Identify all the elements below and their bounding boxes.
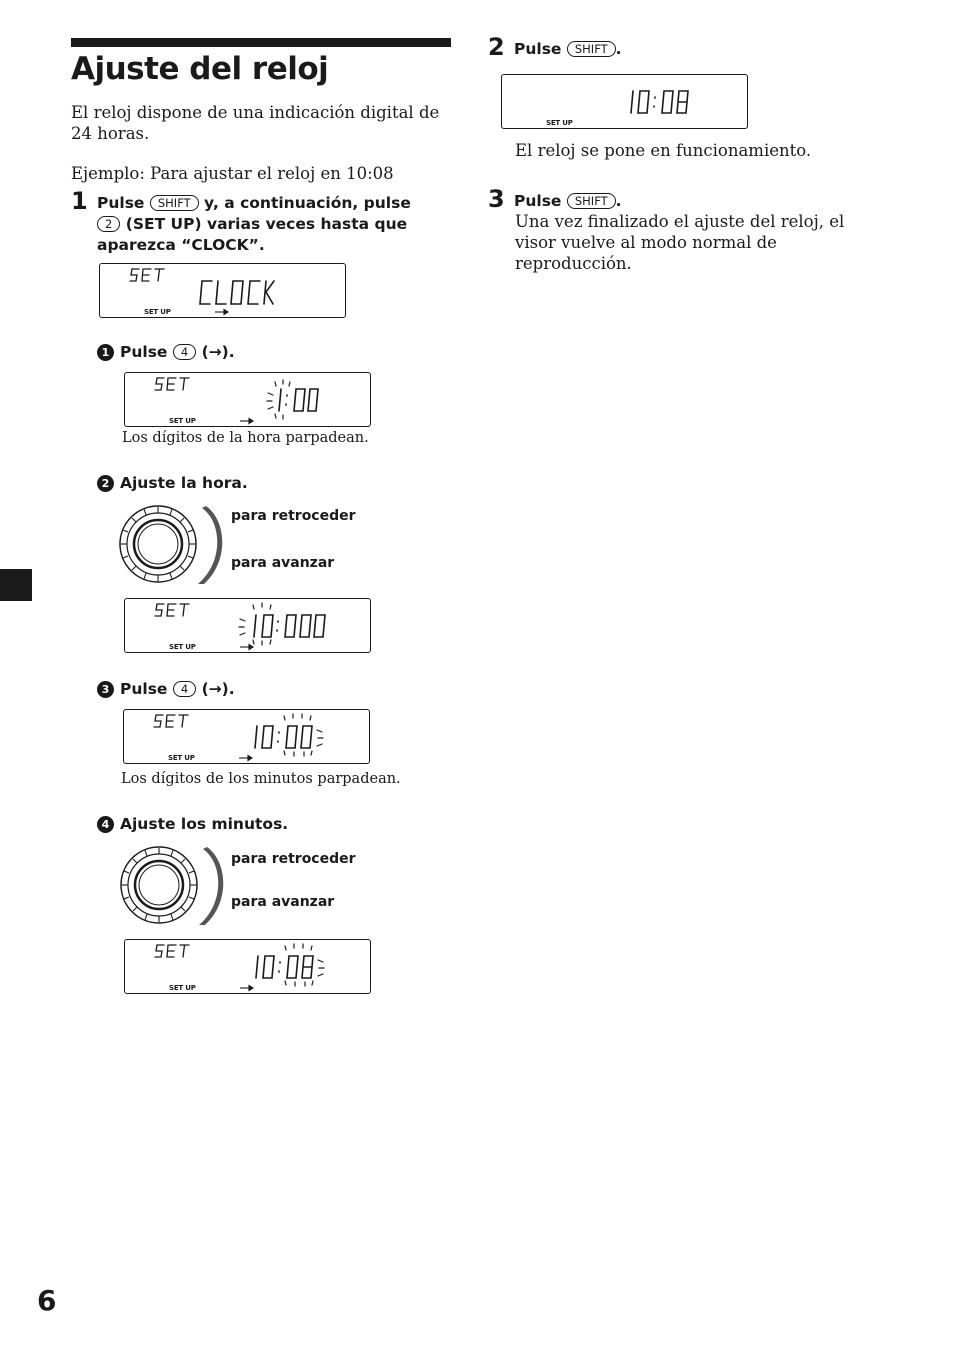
shift-key: SHIFT bbox=[567, 193, 616, 209]
lcd-setup-label: SET UP bbox=[169, 417, 196, 425]
substep-1-badge: 1 bbox=[97, 344, 114, 361]
substep-2 bbox=[97, 473, 248, 494]
shift-key: SHIFT bbox=[567, 41, 616, 57]
page-title: Ajuste del reloj bbox=[71, 51, 329, 87]
lcd-display-hour-blink bbox=[124, 372, 371, 427]
lcd-display-hour-adjust bbox=[124, 598, 371, 653]
substep-2-label: Ajuste la hora. bbox=[120, 474, 248, 492]
step-1-instructions bbox=[97, 193, 447, 256]
substep-2-badge: 2 bbox=[97, 475, 114, 492]
step-2-period: . bbox=[615, 40, 622, 58]
substep-4-label: Ajuste los minutos. bbox=[120, 815, 289, 833]
key-2: 2 bbox=[97, 216, 120, 232]
substep-1 bbox=[97, 342, 235, 363]
key-4: 4 bbox=[173, 344, 196, 360]
knob-back-label: para retroceder bbox=[231, 508, 356, 524]
step-2-instructions bbox=[514, 39, 622, 60]
step-1-continue: y, a continuación, pulse bbox=[204, 194, 411, 212]
key-4: 4 bbox=[173, 681, 196, 697]
step-2-pulse: Pulse bbox=[514, 40, 562, 58]
step-3-text: Una vez finalizado el ajuste del reloj, el visor vuelve al modo normal de reproducción. bbox=[515, 212, 845, 273]
step-3-number: 3 bbox=[488, 185, 505, 213]
lcd-setup-label: SET UP bbox=[169, 984, 196, 992]
lcd-main-text bbox=[254, 615, 325, 637]
substep-4-badge: 4 bbox=[97, 816, 114, 833]
step-1-setup-text: (SET UP) varias veces hasta que aparezca “CLOCK”. bbox=[97, 215, 408, 254]
lcd-segments bbox=[100, 264, 347, 319]
substep-3 bbox=[97, 679, 235, 700]
rotary-knob-icon bbox=[119, 843, 229, 929]
substep-1-caption: Los dígitos de la hora parpadean. bbox=[122, 430, 369, 446]
substep-3-caption: Los dígitos de los minutos parpadean. bbox=[121, 771, 401, 787]
substep-3-arrow-text: (→). bbox=[201, 680, 235, 698]
step-3-period: . bbox=[615, 192, 622, 210]
substep-1-arrow-text: (→). bbox=[201, 343, 235, 361]
lcd-display-minute-blink bbox=[123, 709, 370, 764]
lcd-main-text bbox=[279, 389, 318, 411]
step-3-instructions bbox=[514, 191, 622, 212]
step-3-pulse: Pulse bbox=[514, 192, 562, 210]
step-1-number: 1 bbox=[71, 187, 88, 215]
knob-back-label: para retroceder bbox=[231, 851, 356, 867]
knob-forward-label: para avanzar bbox=[231, 894, 335, 910]
rotary-knob-icon bbox=[118, 502, 228, 588]
step-1-pulse: Pulse bbox=[97, 194, 145, 212]
lcd-setup-label: SET UP bbox=[546, 119, 573, 127]
title-rule bbox=[71, 38, 451, 47]
intro-text: El reloj dispone de una indicación digital de 24 horas. bbox=[71, 103, 440, 143]
step-2-caption: El reloj se pone en funcionamiento. bbox=[515, 141, 812, 160]
step-2-number: 2 bbox=[488, 33, 505, 61]
lcd-setup-label: SET UP bbox=[144, 308, 171, 316]
substep-3-pulse: Pulse bbox=[120, 680, 168, 698]
lcd-setup-label: SET UP bbox=[169, 643, 196, 651]
lcd-setup-label: SET UP bbox=[168, 754, 195, 762]
lcd-display-clock-running bbox=[501, 74, 748, 129]
shift-key: SHIFT bbox=[150, 195, 199, 211]
lcd-main-text bbox=[631, 91, 688, 113]
lcd-display-minute-adjust bbox=[124, 939, 371, 994]
section-tab bbox=[0, 569, 32, 601]
lcd-main-text bbox=[255, 726, 312, 748]
substep-3-badge: 3 bbox=[97, 681, 114, 698]
page-number: 6 bbox=[37, 1284, 57, 1317]
substep-4 bbox=[97, 814, 288, 835]
knob-forward-label: para avanzar bbox=[231, 555, 335, 571]
lcd-main-text bbox=[256, 956, 313, 978]
lcd-display-clock bbox=[99, 263, 346, 318]
substep-1-pulse: Pulse bbox=[120, 343, 168, 361]
lcd-main-text bbox=[200, 281, 274, 304]
example-text: Ejemplo: Para ajustar el reloj en 10:08 bbox=[71, 164, 394, 183]
